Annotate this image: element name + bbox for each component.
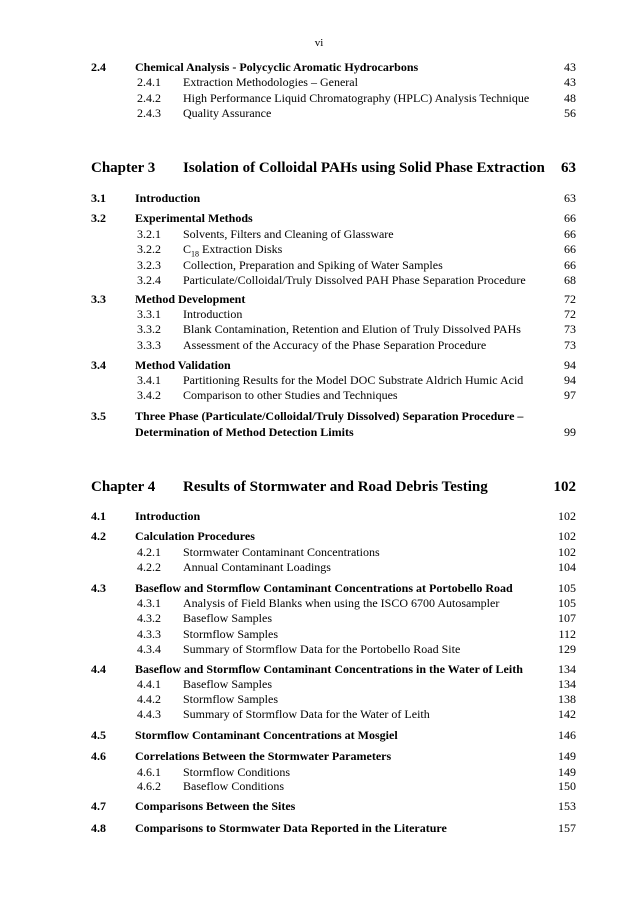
section-page: 63: [564, 191, 576, 205]
title-c: C: [183, 242, 192, 256]
subsection-page: 94: [564, 373, 576, 387]
subsection-number: 4.6.1: [137, 765, 161, 779]
toc-subsection-4-3-1[interactable]: [0, 596, 638, 611]
toc-subsection-4-4-1[interactable]: [0, 677, 638, 692]
section-title: Method Development: [135, 292, 246, 306]
toc-subsection-3-4-2[interactable]: [0, 388, 638, 403]
subsection-page: 129: [558, 642, 576, 656]
subsection-number: 4.3.3: [137, 627, 161, 641]
subsection-number: 4.2.2: [137, 560, 161, 574]
section-title: Introduction: [135, 509, 201, 523]
toc-section-3-4[interactable]: [0, 358, 638, 373]
subsection-title: Assessment of the Accuracy of the Phase Separation Procedure: [183, 338, 487, 352]
subsection-title: Introduction: [183, 307, 243, 321]
section-number: 3.1: [91, 191, 106, 205]
subsection-page: 104: [558, 560, 576, 574]
section-number: 4.8: [91, 821, 106, 835]
subsection-title: Summary of Stormflow Data for the Water of Leith: [183, 707, 430, 721]
section-title: Calculation Procedures: [135, 529, 255, 543]
section-title: Method Validation: [135, 358, 231, 372]
subsection-page: 43: [564, 75, 576, 89]
subsection-title: Stormflow Samples: [183, 692, 278, 706]
toc-section-4-5[interactable]: [0, 728, 638, 743]
subsection-title: Annual Contaminant Loadings: [183, 560, 331, 574]
subsection-number: 4.2.1: [137, 545, 161, 559]
subsection-number: 2.4.3: [137, 106, 161, 120]
subsection-page: 66: [564, 258, 576, 272]
toc-subsection-4-3-4[interactable]: [0, 642, 638, 657]
section-number: 4.3: [91, 581, 106, 595]
subsection-title: Comparison to other Studies and Techniques: [183, 388, 398, 402]
section-number: 4.4: [91, 662, 106, 676]
subsection-title: Baseflow Samples: [183, 611, 272, 625]
chapter-page: 63: [561, 160, 576, 176]
toc-subsection-3-2-2[interactable]: [0, 242, 638, 257]
section-number: 3.5: [91, 409, 106, 423]
subsection-title: Baseflow Samples: [183, 677, 272, 691]
toc-subsection-2-4-2[interactable]: [0, 91, 638, 106]
chapter-title: Isolation of Colloidal PAHs using Solid Phase Extraction: [183, 160, 545, 176]
section-page: 99: [564, 425, 576, 439]
section-page: 134: [558, 662, 576, 676]
toc-section-4-2[interactable]: [0, 529, 638, 544]
toc-section-4-8[interactable]: [0, 821, 638, 836]
toc-section-3-1[interactable]: [0, 191, 638, 206]
section-title-line2: Determination of Method Detection Limits: [135, 425, 354, 439]
subsection-number: 3.2.1: [137, 227, 161, 241]
toc-subsection-2-4-3[interactable]: [0, 106, 638, 121]
subsection-title: Baseflow Conditions: [183, 779, 284, 793]
title-rest: Extraction Disks: [199, 242, 283, 256]
subsection-page: 66: [564, 242, 576, 256]
subsection-page: 97: [564, 388, 576, 402]
subsection-number: 4.4.2: [137, 692, 161, 706]
subsection-number: 3.2.2: [137, 242, 161, 256]
section-page: 105: [558, 581, 576, 595]
subsection-page: 73: [564, 322, 576, 336]
subsection-page: 56: [564, 106, 576, 120]
toc-subsection-4-4-3[interactable]: [0, 707, 638, 722]
toc-subsection-4-6-2[interactable]: [0, 779, 638, 794]
section-title: Baseflow and Stormflow Contaminant Concentrations in the Water of Leith: [135, 662, 523, 676]
toc-section-3-3[interactable]: [0, 292, 638, 307]
subsection-number: 2.4.1: [137, 75, 161, 89]
chapter-page: 102: [553, 479, 576, 495]
subsection-page: 142: [558, 707, 576, 721]
subsection-page: 149: [558, 765, 576, 779]
toc-section-4-6[interactable]: [0, 749, 638, 764]
subsection-number: 4.3.1: [137, 596, 161, 610]
subsection-page: 105: [558, 596, 576, 610]
section-title: Comparisons to Stormwater Data Reported in the Literature: [135, 821, 447, 835]
toc-section-2-4[interactable]: [0, 60, 638, 75]
toc-subsection-3-2-1[interactable]: [0, 227, 638, 242]
subsection-number: 3.2.3: [137, 258, 161, 272]
page-number: vi: [314, 37, 324, 49]
toc-subsection-4-2-2[interactable]: [0, 560, 638, 575]
toc-section-4-7[interactable]: [0, 799, 638, 814]
subsection-page: 72: [564, 307, 576, 321]
section-number: 4.5: [91, 728, 106, 742]
chapter-label: Chapter 3: [91, 160, 156, 176]
toc-section-4-3[interactable]: [0, 581, 638, 596]
subsection-title: High Performance Liquid Chromatography (HPLC) Analysis Technique: [183, 91, 530, 105]
subsection-number: 4.4.1: [137, 677, 161, 691]
toc-chapter-3[interactable]: [0, 158, 638, 178]
toc-subsection-4-2-1[interactable]: [0, 545, 638, 560]
chapter-label: Chapter 4: [91, 479, 156, 495]
subsection-number: 4.3.2: [137, 611, 161, 625]
subsection-page: 73: [564, 338, 576, 352]
subsection-page: 150: [558, 779, 576, 793]
toc-section-4-1[interactable]: [0, 509, 638, 524]
toc-section-4-4[interactable]: [0, 662, 638, 677]
section-title: Chemical Analysis - Polycyclic Aromatic Hydrocarbons: [135, 60, 419, 74]
section-number: 4.2: [91, 529, 106, 543]
section-title: Correlations Between the Stormwater Parameters: [135, 749, 392, 763]
section-number: 3.2: [91, 211, 106, 225]
section-title: Introduction: [135, 191, 201, 205]
subsection-page: 68: [564, 273, 576, 287]
subsection-number: 4.3.4: [137, 642, 161, 656]
toc-subsection-3-2-4[interactable]: [0, 273, 638, 288]
section-page: 149: [558, 749, 576, 763]
section-page: 94: [564, 358, 576, 372]
subsection-title: Extraction Methodologies – General: [183, 75, 358, 89]
toc-subsection-3-3-2[interactable]: [0, 322, 638, 337]
subsection-number: 4.4.3: [137, 707, 161, 721]
subsection-title: Stormwater Contaminant Concentrations: [183, 545, 380, 559]
subsection-number: 3.3.2: [137, 322, 161, 336]
subsection-number: 3.3.3: [137, 338, 161, 352]
subsection-page: 66: [564, 227, 576, 241]
toc-subsection-3-3-1[interactable]: [0, 307, 638, 322]
toc-subsection-3-2-3[interactable]: [0, 258, 638, 273]
title-subscript-18: 18: [191, 249, 200, 259]
toc-subsection-2-4-1[interactable]: [0, 75, 638, 90]
section-title: Experimental Methods: [135, 211, 253, 225]
toc-subsection-3-3-3[interactable]: [0, 338, 638, 353]
toc-subsection-3-4-1[interactable]: [0, 373, 638, 388]
subsection-page: 134: [558, 677, 576, 691]
section-number: 3.3: [91, 292, 106, 306]
subsection-title: Stormflow Samples: [183, 627, 278, 641]
toc-chapter-4[interactable]: [0, 477, 638, 497]
subsection-title: [183, 242, 282, 257]
subsection-number: 2.4.2: [137, 91, 161, 105]
subsection-number: 3.3.1: [137, 307, 161, 321]
subsection-page: 107: [558, 611, 576, 625]
section-title-line1: Three Phase (Particulate/Colloidal/Truly Dissolved) Separation Procedure –: [135, 409, 524, 423]
section-page: 157: [558, 821, 576, 835]
subsection-title: Solvents, Filters and Cleaning of Glassware: [183, 227, 394, 241]
section-page: 153: [558, 799, 576, 813]
subsection-title: Analysis of Field Blanks when using the ISCO 6700 Autosampler: [183, 596, 500, 610]
section-number: 3.4: [91, 358, 106, 372]
toc-subsection-4-4-2[interactable]: [0, 692, 638, 707]
subsection-title: Stormflow Conditions: [183, 765, 291, 779]
toc-subsection-4-3-3[interactable]: [0, 627, 638, 642]
section-title: Stormflow Contaminant Concentrations at Mosgiel: [135, 728, 398, 742]
chapter-title: Results of Stormwater and Road Debris Testing: [183, 479, 488, 495]
subsection-number: 3.2.4: [137, 273, 161, 287]
subsection-number: 4.6.2: [137, 779, 161, 793]
subsection-title: Blank Contamination, Retention and Elution of Truly Dissolved PAHs: [183, 322, 521, 336]
subsection-number: 3.4.2: [137, 388, 161, 402]
subsection-title: Collection, Preparation and Spiking of Water Samples: [183, 258, 443, 272]
subsection-page: 48: [564, 91, 576, 105]
section-page: 102: [558, 529, 576, 543]
section-number: 4.6: [91, 749, 106, 763]
section-page: 146: [558, 728, 576, 742]
section-title: Baseflow and Stormflow Contaminant Concentrations at Portobello Road: [135, 581, 513, 595]
toc-subsection-4-6-1[interactable]: [0, 765, 638, 780]
toc-section-3-5-cont[interactable]: [0, 425, 638, 440]
subsection-page: 112: [558, 627, 576, 641]
subsection-page: 138: [558, 692, 576, 706]
section-page: 43: [564, 60, 576, 74]
subsection-title: Partitioning Results for the Model DOC Substrate Aldrich Humic Acid: [183, 373, 524, 387]
subsection-page: 102: [558, 545, 576, 559]
section-page: 72: [564, 292, 576, 306]
toc-subsection-4-3-2[interactable]: [0, 611, 638, 626]
toc-section-3-5[interactable]: [0, 409, 638, 424]
subsection-title: Quality Assurance: [183, 106, 272, 120]
toc-section-3-2[interactable]: [0, 211, 638, 226]
subsection-number: 3.4.1: [137, 373, 161, 387]
subsection-title: Particulate/Colloidal/Truly Dissolved PAH Phase Separation Procedure: [183, 273, 526, 287]
section-number: 4.1: [91, 509, 106, 523]
section-number: 4.7: [91, 799, 106, 813]
subsection-title: Summary of Stormflow Data for the Portobello Road Site: [183, 642, 461, 656]
section-page: 66: [564, 211, 576, 225]
section-number: 2.4: [91, 60, 106, 74]
section-page: 102: [558, 509, 576, 523]
section-title: Comparisons Between the Sites: [135, 799, 296, 813]
